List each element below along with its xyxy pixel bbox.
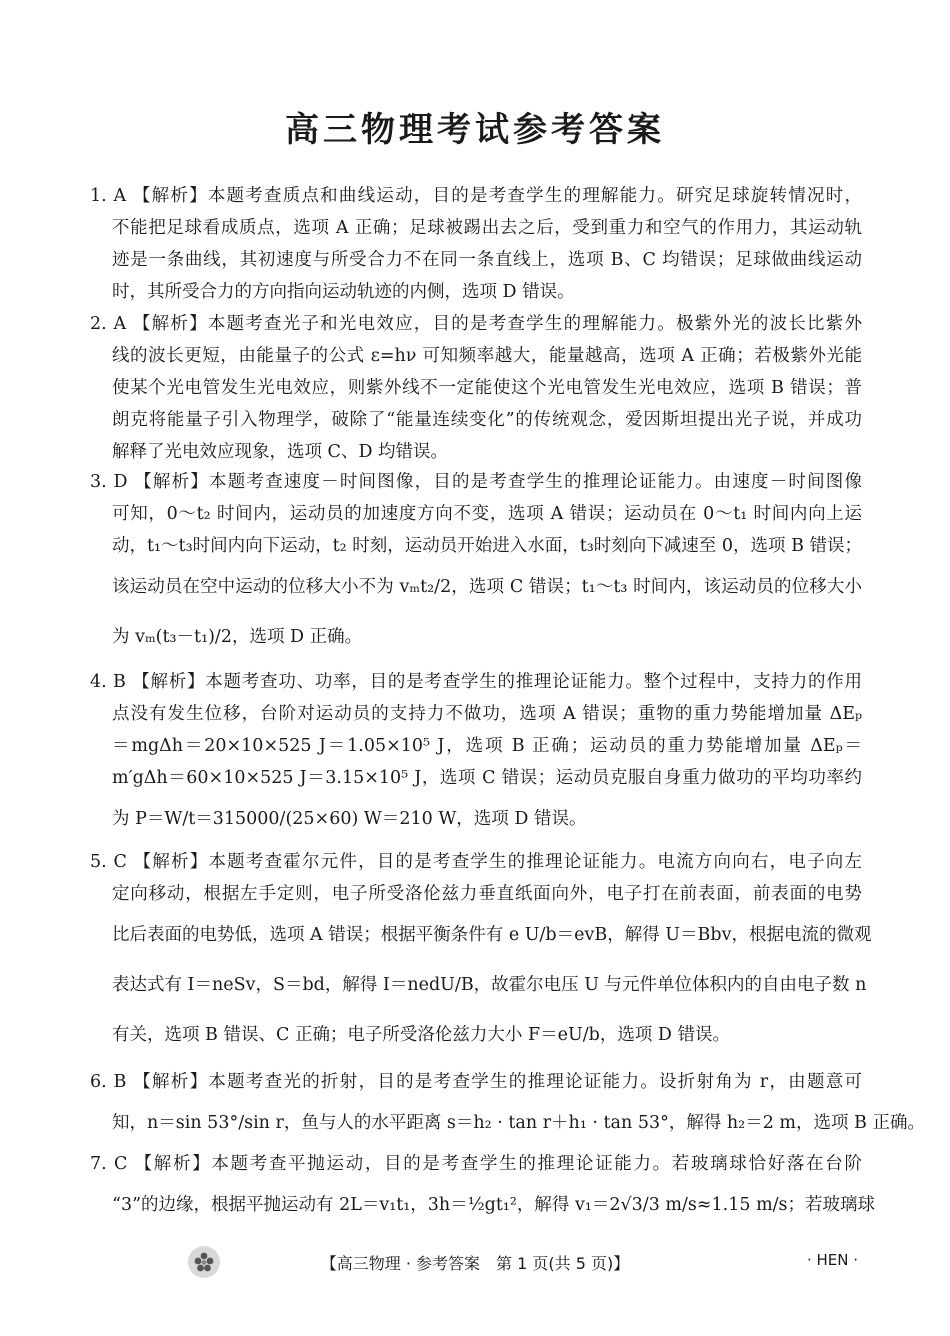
answer-line: 6. B 【解析】本题考查光的折射，目的是考查学生的推理论证能力。设折射角为 r，由题意可 [90, 1072, 862, 1092]
answer-line: 点没有发生位移，台阶对运动员的支持力不做功，选项 A 错误；重物的重力势能增加量 ΔEₚ [112, 704, 862, 724]
answer-line: 表达式有 I＝neSv，S＝bd，解得 I＝nedU/B，故霍尔电压 U 与元件单位体积内的自由电子数 n [112, 975, 867, 995]
answer-line: “3”的边缘，根据平抛运动有 2L＝v₁t₁，3h＝½gt₁²，解得 v₁＝2√3/3 m/s≈1.15 m/s；若玻璃球 [112, 1195, 876, 1215]
question-6 [90, 1066, 925, 1148]
answer-line: 知，n＝sin 53°/sin r，鱼与人的水平距离 s＝h₂ · tan r＋h₁ · tan 53°，解得 h₂＝2 m，选项 B 正确。 [112, 1113, 925, 1133]
question-3 [90, 466, 862, 662]
answer-line: 可知，0～t₂ 时间内，运动员的加速度方向不变，选项 A 错误；运动员在 0～t₁ 时间内向上运 [112, 504, 862, 524]
answer-line: 朗克将能量子引入物理学，破除了“能量连续变化”的传统观念，爱因斯坦提出光子说，并成功 [112, 410, 862, 430]
question-4 [90, 666, 862, 844]
answer-line: 3. D 【解析】本题考查速度－时间图像，目的是考查学生的推理论证能力。由速度－时间图像 [90, 472, 862, 492]
question-1 [90, 180, 862, 308]
question-5 [90, 846, 872, 1060]
answer-line: 有关，选项 B 错误、C 正确；电子所受洛伦兹力大小 F＝eU/b，选项 D 错误。 [112, 1025, 731, 1045]
answer-line: 4. B 【解析】本题考查功、功率，目的是考查学生的推理论证能力。整个过程中，支持力的作用 [90, 672, 862, 692]
answer-line: 7. C 【解析】本题考查平抛运动，目的是考查学生的推理论证能力。若玻璃球恰好落在台阶 [90, 1154, 862, 1174]
page-footer [0, 1240, 950, 1284]
answer-line: 为 vₘ(t₃－t₁)/2，选项 D 正确。 [112, 627, 363, 647]
answer-line: 5. C 【解析】本题考查霍尔元件，目的是考查学生的推理论证能力。电流方向向右，电子向左 [90, 852, 862, 872]
footer-code: · HEN · [806, 1251, 858, 1269]
answer-line: 该运动员在空中运动的位移大小不为 vₘt₂/2，选项 C 错误；t₁～t₃ 时间内，该运动员的位移大小 [112, 577, 862, 597]
question-2 [90, 308, 862, 468]
answer-line: 时，其所受合力的方向指向运动轨迹的内侧，选项 D 错误。 [112, 282, 575, 302]
answer-line: ＝mgΔh＝20×10×525 J＝1.05×10⁵ J，选项 B 正确；运动员的重力势能增加量 ΔEₚ＝ [112, 736, 862, 756]
footer-text: 【高三物理 · 参考答案 第 1 页(共 5 页)】 [320, 1254, 630, 1273]
answer-line: 为 P＝W/t＝315000/(25×60) W＝210 W，选项 D 错误。 [112, 809, 587, 829]
answer-line: 不能把足球看成质点，选项 A 正确；足球被踢出去之后，受到重力和空气的作用力，其运动轨 [112, 218, 862, 238]
answer-line: 解释了光电效应现象，选项 C、D 均错误。 [112, 442, 449, 462]
question-7 [90, 1148, 876, 1230]
answer-line: 使某个光电管发生光电效应，则紫外线不一定能使这个光电管发生光电效应，选项 B 错误；普 [112, 378, 862, 398]
answer-line: 动，t₁～t₃时间内向下运动，t₂ 时刻，运动员开始进入水面，t₃时刻向下减速至 0，选项 B 错误； [112, 536, 862, 556]
answer-line: 2. A 【解析】本题考查光子和光电效应，目的是考查学生的理解能力。极紫外光的波长比紫外 [90, 314, 862, 334]
answer-line: 比后表面的电势低，选项 A 错误；根据平衡条件有 e U/b＝evB，解得 U＝Bbv，根据电流的微观 [112, 925, 872, 945]
page-title: 高三物理考试参考答案 [285, 110, 665, 150]
answer-line: 线的波长更短，由能量子的公式 ε=hν 可知频率越大，能量越高，选项 A 正确；若极紫外光能 [112, 346, 862, 366]
answer-line: 迹是一条曲线，其初速度与所受合力不在同一条直线上，选项 B、C 均错误；足球做曲线运动 [112, 250, 862, 270]
answer-line: 定向移动，根据左手定则，电子所受洛伦兹力垂直纸面向外，电子打在前表面，前表面的电势 [112, 884, 862, 904]
answer-line: 1. A 【解析】本题考查质点和曲线运动，目的是考查学生的理解能力。研究足球旋转情况时， [90, 186, 862, 206]
answer-line: m′gΔh＝60×10×525 J＝3.15×10⁵ J，选项 C 错误；运动员克服自身重力做功的平均功率约 [112, 768, 862, 788]
